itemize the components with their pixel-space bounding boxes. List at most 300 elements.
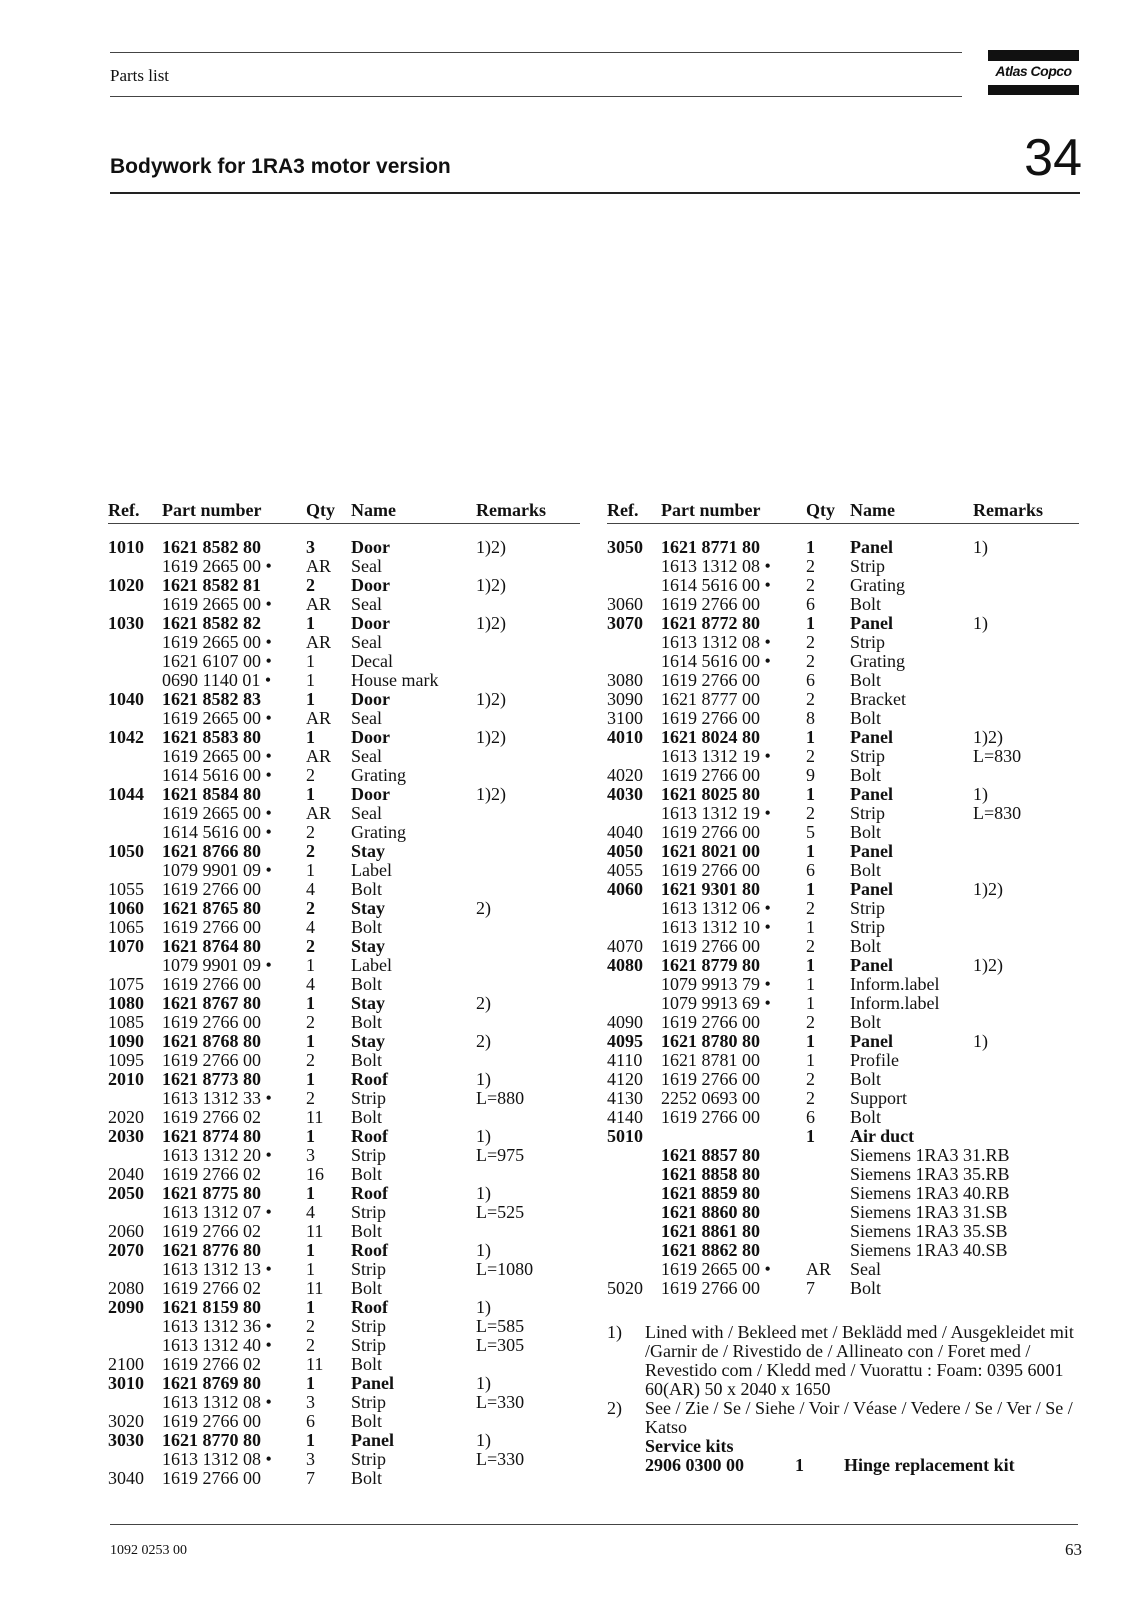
part-number-cell: 1619 2766 00: [661, 765, 760, 785]
remarks-cell: 1)2): [973, 955, 1003, 975]
table-row: [607, 595, 1079, 614]
name-cell: Panel: [850, 841, 893, 861]
qty-cell: 7: [306, 1468, 315, 1488]
qty-cell: 11: [306, 1278, 324, 1298]
qty-cell: 2: [806, 1088, 815, 1108]
qty-cell: 1: [306, 1126, 315, 1146]
table-row: [108, 918, 580, 937]
header-label: Parts list: [110, 66, 170, 85]
name-cell: Panel: [850, 784, 893, 804]
name-cell: Bolt: [351, 1411, 383, 1431]
qty-cell: AR: [306, 746, 332, 766]
qty-cell: 1: [306, 1240, 315, 1260]
name-cell: Door: [351, 727, 390, 747]
remarks-cell: L=525: [476, 1202, 525, 1222]
remarks-cell: 1): [973, 613, 988, 633]
name-cell: Seal: [351, 556, 382, 576]
remarks-cell: 1)2): [476, 537, 506, 557]
name-cell: Panel: [351, 1373, 394, 1393]
table-row: [108, 1260, 580, 1279]
name-cell: Bolt: [351, 879, 383, 899]
table-row: [607, 880, 1079, 899]
part-number-cell: 1613 1312 08 •: [661, 632, 771, 652]
part-number-cell: 1621 8775 80: [162, 1183, 261, 1203]
qty-cell: 2: [306, 575, 315, 595]
qty-cell: 2: [806, 651, 815, 671]
qty-cell: 1: [306, 689, 315, 709]
qty-cell: 1: [806, 993, 815, 1013]
footnote-1: [607, 1323, 1082, 1399]
ref-cell: 4130: [607, 1088, 643, 1108]
qty-cell: 1: [806, 1031, 815, 1051]
remarks-cell: L=330: [476, 1392, 525, 1412]
logo-text: Atlas Copco: [995, 63, 1072, 79]
table-row: [607, 1279, 1079, 1298]
part-number-cell: 1079 9901 09 •: [162, 955, 272, 975]
ref-cell: 2060: [108, 1221, 144, 1241]
footnote-number: 1): [607, 1322, 622, 1342]
ref-cell: 1010: [108, 537, 144, 557]
table-row: [108, 1013, 580, 1032]
table-row: [108, 1108, 580, 1127]
table-row: [108, 1355, 580, 1374]
part-number-cell: 1613 1312 19 •: [661, 746, 771, 766]
ref-cell: 3060: [607, 594, 643, 614]
logo-bar-bottom: [988, 85, 1079, 95]
name-cell: Siemens 1RA3 40.SB: [850, 1240, 1008, 1260]
name-cell: House mark: [351, 670, 439, 690]
table-row: [108, 1469, 580, 1488]
table-row: [607, 861, 1079, 880]
table-row: [108, 728, 580, 747]
part-number-cell: 1613 1312 40 •: [162, 1335, 272, 1355]
part-number-cell: 1621 8582 80: [162, 537, 261, 557]
qty-cell: 1: [306, 1069, 315, 1089]
table-row: [108, 994, 580, 1013]
remarks-cell: 1)2): [476, 689, 506, 709]
remarks-cell: 1): [476, 1069, 491, 1089]
part-number-cell: 1619 2766 00: [661, 860, 760, 880]
col-part-number-header: Part number: [661, 500, 761, 520]
qty-cell: 2: [806, 1012, 815, 1032]
qty-cell: AR: [306, 632, 332, 652]
name-cell: Panel: [850, 727, 893, 747]
table-row: [108, 937, 580, 956]
part-number-cell: 1621 8857 80: [661, 1145, 760, 1165]
qty-cell: AR: [306, 803, 332, 823]
table-row: [607, 1165, 1079, 1184]
remarks-cell: 1): [476, 1297, 491, 1317]
remarks-cell: 2): [476, 993, 491, 1013]
name-cell: Inform.label: [850, 993, 940, 1013]
name-cell: Siemens 1RA3 31.RB: [850, 1145, 1010, 1165]
table-row: [108, 766, 580, 785]
section-number: 34: [1024, 129, 1082, 187]
part-number-cell: 1613 1312 10 •: [661, 917, 771, 937]
part-number-cell: 1619 2766 02: [162, 1221, 261, 1241]
part-number-cell: 1619 2766 02: [162, 1107, 261, 1127]
name-cell: Bolt: [351, 1164, 383, 1184]
qty-cell: AR: [306, 556, 332, 576]
qty-cell: AR: [306, 708, 332, 728]
part-number-cell: 1079 9901 09 •: [162, 860, 272, 880]
table-row: [108, 1374, 580, 1393]
table-row: [108, 804, 580, 823]
name-cell: Bolt: [351, 1468, 383, 1488]
name-cell: Strip: [351, 1449, 387, 1469]
qty-cell: 16: [306, 1164, 324, 1184]
kit-name: Hinge replacement kit: [844, 1455, 1015, 1475]
table-row: [108, 1070, 580, 1089]
name-cell: Panel: [850, 955, 893, 975]
part-number-cell: 1621 8773 80: [162, 1069, 261, 1089]
table-row: [607, 1070, 1079, 1089]
table-row: [607, 994, 1079, 1013]
footer-rule: [110, 1524, 1078, 1525]
remarks-cell: 1): [973, 1031, 988, 1051]
qty-cell: 2: [806, 803, 815, 823]
qty-cell: 8: [806, 708, 815, 728]
qty-cell: AR: [306, 594, 332, 614]
table-row: [607, 1203, 1079, 1222]
ref-cell: 2040: [108, 1164, 144, 1184]
qty-cell: 2: [806, 1069, 815, 1089]
name-cell: Roof: [351, 1297, 388, 1317]
part-number-cell: 1619 2766 00: [661, 936, 760, 956]
part-number-cell: 1621 9301 80: [661, 879, 760, 899]
table-row: [108, 842, 580, 861]
part-number-cell: 1619 2766 00: [661, 1278, 760, 1298]
ref-cell: 1044: [108, 784, 144, 804]
ref-cell: 1060: [108, 898, 144, 918]
table-row: [607, 576, 1079, 595]
name-cell: Door: [351, 689, 390, 709]
name-cell: Seal: [351, 708, 382, 728]
qty-cell: 1: [806, 955, 815, 975]
section-title: Bodywork for 1RA3 motor version: [110, 155, 451, 178]
part-number-cell: 1619 2766 00: [661, 708, 760, 728]
part-number-cell: 1613 1312 20 •: [162, 1145, 272, 1165]
table-row: [108, 652, 580, 671]
table-row: [607, 671, 1079, 690]
qty-cell: 1: [306, 670, 315, 690]
part-number-cell: 1621 8766 80: [162, 841, 261, 861]
remarks-cell: 1)2): [476, 727, 506, 747]
table-row: [108, 1146, 580, 1165]
qty-cell: 1: [306, 613, 315, 633]
remarks-cell: L=975: [476, 1145, 525, 1165]
table-row: [607, 918, 1079, 937]
ref-cell: 2090: [108, 1297, 144, 1317]
part-number-cell: 1619 2766 00: [162, 974, 261, 994]
name-cell: Bolt: [850, 860, 882, 880]
service-kits-title: Service kits: [645, 1436, 734, 1456]
table-row: [108, 557, 580, 576]
name-cell: Panel: [850, 879, 893, 899]
part-number-cell: 1619 2766 02: [162, 1354, 261, 1374]
name-cell: Stay: [351, 898, 386, 918]
part-number-cell: 1613 1312 13 •: [162, 1259, 272, 1279]
part-number-cell: 1621 8779 80: [661, 955, 760, 975]
part-number-cell: 1621 8770 80: [162, 1430, 261, 1450]
table-header: [607, 500, 1079, 522]
ref-cell: 3050: [607, 537, 643, 557]
part-number-cell: 1619 2766 00: [661, 594, 760, 614]
table-row: [108, 690, 580, 709]
qty-cell: 2: [806, 689, 815, 709]
table-row: [108, 1127, 580, 1146]
part-number-cell: 1621 8777 00: [661, 689, 760, 709]
name-cell: Strip: [351, 1202, 387, 1222]
part-number-cell: 1621 8781 00: [661, 1050, 760, 1070]
remarks-cell: 2): [476, 898, 491, 918]
ref-cell: 3090: [607, 689, 643, 709]
ref-cell: 1030: [108, 613, 144, 633]
part-number-cell: 1619 2665 00 •: [162, 803, 272, 823]
table-row: [108, 1051, 580, 1070]
part-number-cell: 1619 2766 00: [162, 917, 261, 937]
col-qty-header: Qty: [806, 500, 835, 520]
name-cell: Bolt: [351, 1221, 383, 1241]
part-number-cell: 1619 2665 00 •: [661, 1259, 771, 1279]
table-row: [607, 937, 1079, 956]
name-cell: Seal: [850, 1259, 881, 1279]
ref-cell: 2010: [108, 1069, 144, 1089]
qty-cell: 1: [306, 651, 315, 671]
ref-cell: 1070: [108, 936, 144, 956]
footnotes: [607, 1323, 1082, 1475]
part-number-cell: 1619 2766 00: [661, 822, 760, 842]
ref-cell: 1080: [108, 993, 144, 1013]
part-number-cell: 1621 8862 80: [661, 1240, 760, 1260]
ref-cell: 2030: [108, 1126, 144, 1146]
table-row: [607, 766, 1079, 785]
remarks-cell: 1)2): [476, 784, 506, 804]
part-number-cell: 1621 8780 80: [661, 1031, 760, 1051]
part-number-cell: 1621 8024 80: [661, 727, 760, 747]
col-part-number-header: Part number: [162, 500, 262, 520]
part-number-cell: 1621 8582 83: [162, 689, 261, 709]
part-number-cell: 1619 2766 00: [162, 1050, 261, 1070]
table-row: [607, 1260, 1079, 1279]
name-cell: Panel: [850, 1031, 893, 1051]
remarks-cell: 1)2): [476, 575, 506, 595]
part-number-cell: 1613 1312 08 •: [162, 1449, 272, 1469]
part-number-cell: 1621 8860 80: [661, 1202, 760, 1222]
part-number-cell: 1619 2665 00 •: [162, 556, 272, 576]
table-row: [607, 538, 1079, 557]
table-row: [607, 1108, 1079, 1127]
table-row: [108, 1032, 580, 1051]
part-number-cell: 1619 2766 00: [661, 1012, 760, 1032]
ref-cell: 1085: [108, 1012, 144, 1032]
table-row: [108, 614, 580, 633]
part-number-cell: 1621 8861 80: [661, 1221, 760, 1241]
ref-cell: 1095: [108, 1050, 144, 1070]
part-number-cell: 1079 9913 79 •: [661, 974, 771, 994]
part-number-cell: 1619 2665 00 •: [162, 632, 272, 652]
name-cell: Bolt: [850, 1012, 882, 1032]
remarks-cell: 1): [973, 784, 988, 804]
name-cell: Bolt: [850, 936, 882, 956]
kit-qty: 1: [795, 1455, 804, 1475]
part-number-cell: 1619 2766 00: [162, 1411, 261, 1431]
remarks-cell: 1): [476, 1373, 491, 1393]
part-number-cell: 1619 2665 00 •: [162, 708, 272, 728]
remarks-cell: 2): [476, 1031, 491, 1051]
remarks-cell: 1): [973, 537, 988, 557]
name-cell: Stay: [351, 1031, 386, 1051]
name-cell: Panel: [850, 537, 893, 557]
name-cell: Label: [351, 955, 392, 975]
part-number-cell: 1613 1312 07 •: [162, 1202, 272, 1222]
name-cell: Door: [351, 613, 390, 633]
qty-cell: 2: [306, 1088, 315, 1108]
qty-cell: 11: [306, 1107, 324, 1127]
part-number-cell: 1621 8771 80: [661, 537, 760, 557]
name-cell: Support: [850, 1088, 908, 1108]
parts-table-right: [607, 500, 1079, 1298]
part-number-cell: 1621 8765 80: [162, 898, 261, 918]
qty-cell: 3: [306, 1449, 315, 1469]
name-cell: Bolt: [351, 1354, 383, 1374]
qty-cell: 1: [306, 1297, 315, 1317]
name-cell: Seal: [351, 632, 382, 652]
remarks-cell: 1): [476, 1183, 491, 1203]
ref-cell: 4060: [607, 879, 643, 899]
name-cell: Grating: [850, 575, 905, 595]
part-number-cell: 1619 2766 00: [162, 1468, 261, 1488]
name-cell: Strip: [850, 746, 886, 766]
part-number-cell: 1621 6107 00 •: [162, 651, 272, 671]
name-cell: Bolt: [850, 1278, 882, 1298]
col-remarks-header: Remarks: [476, 500, 546, 520]
table-row: [607, 614, 1079, 633]
remarks-cell: L=305: [476, 1335, 525, 1355]
table-row: [108, 1317, 580, 1336]
name-cell: Bolt: [351, 1278, 383, 1298]
ref-cell: 3080: [607, 670, 643, 690]
qty-cell: 1: [306, 727, 315, 747]
col-qty-header: Qty: [306, 500, 335, 520]
part-number-cell: 1619 2766 02: [162, 1164, 261, 1184]
footnote-number: 2): [607, 1398, 622, 1418]
qty-cell: 1: [806, 917, 815, 937]
name-cell: Siemens 1RA3 35.RB: [850, 1164, 1010, 1184]
part-number-cell: 1619 2766 00: [162, 879, 261, 899]
name-cell: Grating: [351, 822, 406, 842]
part-number-cell: 1621 8583 80: [162, 727, 261, 747]
table-row: [108, 595, 580, 614]
ref-cell: 4030: [607, 784, 643, 804]
table-row: [607, 785, 1079, 804]
part-number-cell: 1621 8764 80: [162, 936, 261, 956]
part-number-cell: 1614 5616 00 •: [661, 651, 771, 671]
ref-cell: 3010: [108, 1373, 144, 1393]
qty-cell: 2: [306, 822, 315, 842]
qty-cell: 2: [306, 1012, 315, 1032]
ref-cell: 4040: [607, 822, 643, 842]
name-cell: Strip: [351, 1335, 387, 1355]
qty-cell: 3: [306, 537, 315, 557]
logo-bar-top: [988, 50, 1079, 61]
name-cell: Strip: [850, 556, 886, 576]
footnote-text: Lined with / Bekleed met / Beklädd med / Ausgekleidet mit /Garnir de / Rivestido de / Allineato con / Foret med / Revestido com / Kledd med / Vuorattu : Foam: 0395 6001 60(AR) 50 x 2040 x 1650: [645, 1322, 1074, 1399]
table-row: [108, 880, 580, 899]
ref-cell: 4010: [607, 727, 643, 747]
ref-cell: 2100: [108, 1354, 144, 1374]
part-number-cell: 1619 2665 00 •: [162, 594, 272, 614]
table-row: [108, 975, 580, 994]
name-cell: Door: [351, 575, 390, 595]
ref-cell: 1040: [108, 689, 144, 709]
table-row: [108, 1298, 580, 1317]
name-cell: Inform.label: [850, 974, 940, 994]
parts-table-left: [108, 500, 580, 1488]
qty-cell: 1: [806, 1050, 815, 1070]
qty-cell: 4: [306, 917, 315, 937]
name-cell: Bolt: [850, 765, 882, 785]
remarks-cell: L=830: [973, 803, 1022, 823]
part-number-cell: 1621 8582 81: [162, 575, 261, 595]
name-cell: Door: [351, 537, 390, 557]
name-cell: Grating: [850, 651, 905, 671]
name-cell: Strip: [850, 803, 886, 823]
name-cell: Bolt: [850, 708, 882, 728]
col-remarks-header: Remarks: [973, 500, 1043, 520]
part-number-cell: 1621 8768 80: [162, 1031, 261, 1051]
remarks-cell: 1)2): [973, 727, 1003, 747]
remarks-cell: L=1080: [476, 1259, 534, 1279]
qty-cell: 2: [806, 575, 815, 595]
name-cell: Bolt: [351, 917, 383, 937]
qty-cell: 6: [306, 1411, 315, 1431]
qty-cell: 1: [306, 784, 315, 804]
brand-logo: [988, 50, 1079, 95]
qty-cell: 1: [806, 784, 815, 804]
qty-cell: 11: [306, 1221, 324, 1241]
ref-cell: 4095: [607, 1031, 643, 1051]
name-cell: Stay: [351, 841, 386, 861]
ref-cell: 2020: [108, 1107, 144, 1127]
ref-cell: 3070: [607, 613, 643, 633]
name-cell: Grating: [351, 765, 406, 785]
name-cell: Decal: [351, 651, 393, 671]
table-row: [108, 633, 580, 652]
qty-cell: 1: [306, 860, 315, 880]
remarks-cell: L=585: [476, 1316, 525, 1336]
table-row: [607, 690, 1079, 709]
qty-cell: 1: [306, 993, 315, 1013]
table-row: [108, 1412, 580, 1431]
table-row: [108, 576, 580, 595]
name-cell: Siemens 1RA3 35.SB: [850, 1221, 1008, 1241]
part-number-cell: 1621 8776 80: [162, 1240, 261, 1260]
qty-cell: 2: [306, 1316, 315, 1336]
qty-cell: 6: [806, 1107, 815, 1127]
name-cell: Strip: [850, 632, 886, 652]
table-row: [607, 956, 1079, 975]
part-number-cell: 1613 1312 33 •: [162, 1088, 272, 1108]
part-number-cell: 1614 5616 00 •: [162, 765, 272, 785]
part-number-cell: 1621 8859 80: [661, 1183, 760, 1203]
table-row: [108, 1184, 580, 1203]
ref-cell: 3030: [108, 1430, 144, 1450]
name-cell: Roof: [351, 1126, 388, 1146]
table-row: [108, 861, 580, 880]
name-cell: Bolt: [850, 670, 882, 690]
table-row: [108, 956, 580, 975]
